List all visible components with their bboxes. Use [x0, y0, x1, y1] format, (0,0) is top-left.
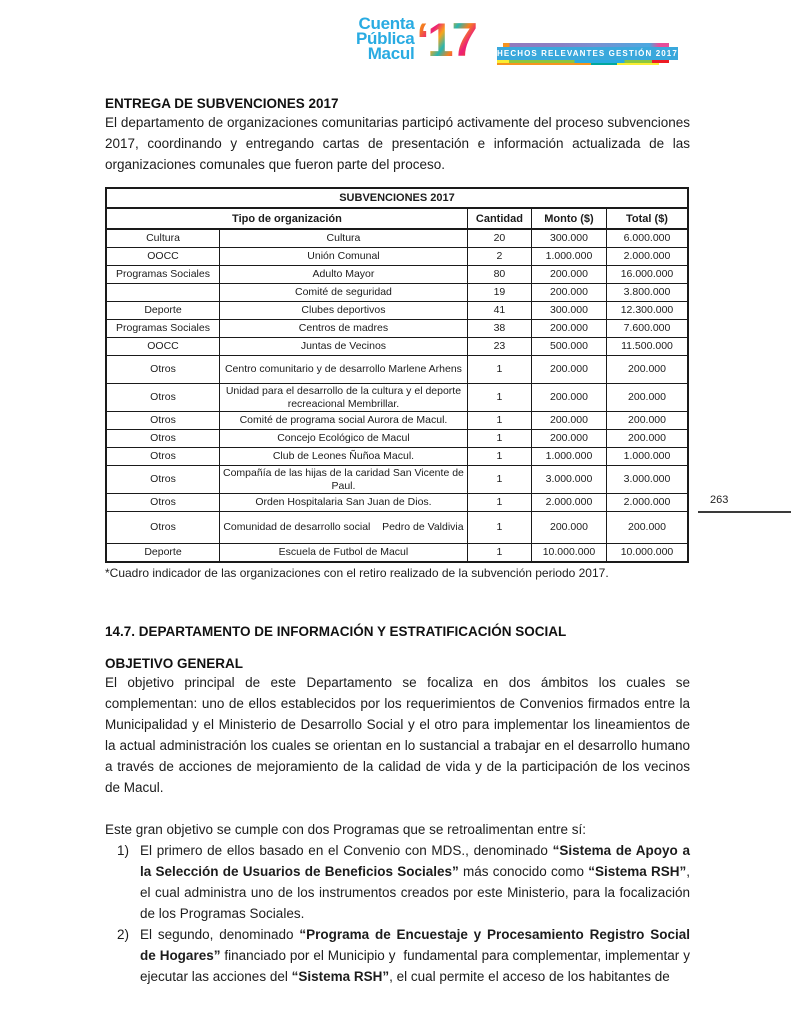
table-cell-monto: 200.000	[531, 266, 606, 284]
table-cell-total: 11.500.000	[607, 338, 689, 356]
table-row	[106, 430, 688, 448]
table-cell-monto: 1.000.000	[531, 248, 606, 266]
logo-year-17: ‘17	[416, 13, 476, 66]
table-cell-org: Centros de madres	[219, 320, 467, 338]
table-cell-monto: 3.000.000	[531, 466, 606, 494]
table-cell-cat: Otros	[106, 448, 219, 466]
table-row	[106, 384, 688, 412]
table-cell-cat: Otros	[106, 412, 219, 430]
list-item-text: El segundo, denominado “Programa de Encuestaje y Procesamiento Registro Social de Hogares” financiado por el Municipio y fundamental para complementar, implementar y ejecutar las acciones del “Sistema RSH”, el cual permite el acceso de los habitantes de	[140, 927, 690, 984]
header-cantidad: Cantidad	[467, 208, 531, 229]
table-cell-total: 10.000.000	[607, 544, 689, 563]
table-cell-cat: OOCC	[106, 338, 219, 356]
table-cell-monto: 300.000	[531, 229, 606, 248]
table-cell-monto: 200.000	[531, 512, 606, 544]
page-content	[105, 88, 690, 987]
table-cell-total: 3.000.000	[607, 466, 689, 494]
table-row	[106, 320, 688, 338]
table-cell-total: 7.600.000	[607, 320, 689, 338]
table-cell-total: 16.000.000	[607, 266, 689, 284]
logo-word-2: Pública	[356, 29, 415, 48]
table-cell-monto: 200.000	[531, 320, 606, 338]
section2-title: 14.7. DEPARTAMENTO DE INFORMACIÓN Y ESTRATIFICACIÓN SOCIAL	[105, 624, 567, 639]
table-cell-cantidad: 80	[467, 266, 531, 284]
table-footnote: *Cuadro indicador de las organizaciones con el retiro realizado de la subvención periodo 2017.	[105, 566, 609, 580]
table-title-row	[106, 188, 688, 208]
banner-text: HECHOS RELEVANTES GESTIÓN 2017	[497, 49, 678, 58]
table-row	[106, 229, 688, 248]
table-cell-cantidad: 1	[467, 466, 531, 494]
table-row	[106, 466, 688, 494]
table-row	[106, 412, 688, 430]
programs-list	[105, 840, 690, 987]
logo-word-3: Macul	[367, 44, 415, 63]
table-title: SUBVENCIONES 2017	[106, 188, 688, 208]
table-cell-cantidad: 1	[467, 356, 531, 384]
table-cell-org: Centro comunitario y de desarrollo Marlene Arhens	[219, 356, 467, 384]
banner-main-bar	[497, 47, 678, 60]
table-cell-cantidad: 1	[467, 430, 531, 448]
cuenta-publica-logo	[356, 13, 476, 66]
table-cell-org: Comité de programa social Aurora de Macul.	[219, 412, 467, 430]
table-cell-total: 200.000	[607, 512, 689, 544]
table-cell-cantidad: 23	[467, 338, 531, 356]
banner-hechos-relevantes	[497, 43, 678, 65]
section1-paragraph: El departamento de organizaciones comunitarias participó activamente del proceso subvenciones 2017, coordinando y entregando cartas de presentación e información actualizada de las organizaciones comunales que fueron parte del proceso.	[105, 115, 690, 172]
table-cell-total: 200.000	[607, 384, 689, 412]
table-cell-cat: Programas Sociales	[106, 320, 219, 338]
table-cell-cantidad: 1	[467, 448, 531, 466]
table-header-row	[106, 208, 688, 229]
table-cell-total: 200.000	[607, 356, 689, 384]
table-cell-cat: Otros	[106, 512, 219, 544]
table-cell-org: Clubes deportivos	[219, 302, 467, 320]
table-cell-org: Comité de seguridad	[219, 284, 467, 302]
table-row	[106, 248, 688, 266]
list-item	[105, 924, 690, 987]
table-cell-cat: Otros	[106, 356, 219, 384]
table-cell-monto: 1.000.000	[531, 448, 606, 466]
page-number: 263	[698, 494, 791, 513]
table-cell-cantidad: 41	[467, 302, 531, 320]
table-cell-org: Club de Leones Ñuñoa Macul.	[219, 448, 467, 466]
table-row	[106, 448, 688, 466]
list-marker: 2)	[117, 927, 130, 942]
banner-bottom-stripe-2	[497, 63, 659, 65]
logo-word-1: Cuenta	[358, 14, 415, 33]
table-row	[106, 338, 688, 356]
logo-wordmark	[356, 16, 414, 61]
table-cell-monto: 200.000	[531, 284, 606, 302]
table-cell-total: 1.000.000	[607, 448, 689, 466]
table-cell-monto: 200.000	[531, 356, 606, 384]
subvenciones-table	[105, 187, 689, 563]
table-row	[106, 284, 688, 302]
table-cell-org: Compañía de las hijas de la caridad San Vicente de Paul.	[219, 466, 467, 494]
subvenciones-table-body	[106, 229, 688, 562]
table-cell-org: Comunidad de desarrollo social Pedro de Valdivia	[219, 512, 467, 544]
header-total: Total ($)	[607, 208, 689, 229]
table-cell-total: 2.000.000	[607, 494, 689, 512]
table-cell-cat: Otros	[106, 430, 219, 448]
table-cell-cat	[106, 284, 219, 302]
table-row	[106, 494, 688, 512]
table-cell-total: 12.300.000	[607, 302, 689, 320]
table-cell-cat: Deporte	[106, 544, 219, 563]
table-cell-total: 3.800.000	[607, 284, 689, 302]
section2-paragraph: El objetivo principal de este Departamento se focaliza en dos ámbitos los cuales se complementan: uno de ellos establecidos por los requerimientos de Convenios firmados entre la Municipalidad y el Ministerio de Desarrollo Social y el otro para implementar los lineamientos de la actual administración los cuales se orientan en lo sustancial a trabajar en el desarrollo humano a través de acciones de mejoramiento de la calidad de vida y de la participación de los vecinos de Macul.	[105, 675, 690, 795]
table-cell-cantidad: 2	[467, 248, 531, 266]
table-row	[106, 356, 688, 384]
table-cell-cantidad: 19	[467, 284, 531, 302]
table-cell-org: Concejo Ecológico de Macul	[219, 430, 467, 448]
table-cell-monto: 10.000.000	[531, 544, 606, 563]
table-cell-org: Orden Hospitalaria San Juan de Dios.	[219, 494, 467, 512]
list-item-text: El primero de ellos basado en el Convenio con MDS., denominado “Sistema de Apoyo a la Selección de Usuarios de Beneficios Sociales” más conocido como “Sistema RSH”, el cual administra uno de los instrumentos creados por este Ministerio, para la focalización de los Programas Sociales.	[140, 843, 690, 921]
table-row	[106, 544, 688, 563]
table-cell-monto: 200.000	[531, 430, 606, 448]
report-header	[0, 0, 791, 88]
header-tipo: Tipo de organización	[106, 208, 467, 229]
table-cell-monto: 2.000.000	[531, 494, 606, 512]
list-item	[105, 840, 690, 924]
table-cell-cat: Otros	[106, 384, 219, 412]
list-marker: 1)	[117, 843, 130, 858]
table-cell-total: 2.000.000	[607, 248, 689, 266]
table-cell-cat: OOCC	[106, 248, 219, 266]
header-monto: Monto ($)	[531, 208, 606, 229]
table-cell-cat: Programas Sociales	[106, 266, 219, 284]
table-cell-cat: Otros	[106, 466, 219, 494]
table-cell-cat: Otros	[106, 494, 219, 512]
programs-intro: Este gran objetivo se cumple con dos Programas que se retroalimentan entre sí:	[105, 822, 587, 837]
table-cell-cantidad: 20	[467, 229, 531, 248]
table-cell-cantidad: 1	[467, 412, 531, 430]
table-row	[106, 302, 688, 320]
section2-subtitle: OBJETIVO GENERAL	[105, 656, 244, 671]
table-cell-monto: 200.000	[531, 384, 606, 412]
table-cell-org: Juntas de Vecinos	[219, 338, 467, 356]
table-cell-cantidad: 1	[467, 494, 531, 512]
table-cell-org: Cultura	[219, 229, 467, 248]
table-cell-monto: 500.000	[531, 338, 606, 356]
table-cell-cantidad: 1	[467, 384, 531, 412]
section1-title: ENTREGA DE SUBVENCIONES 2017	[105, 96, 339, 111]
table-row	[106, 512, 688, 544]
table-cell-cat: Deporte	[106, 302, 219, 320]
table-cell-cantidad: 1	[467, 512, 531, 544]
table-cell-total: 200.000	[607, 412, 689, 430]
table-cell-org: Adulto Mayor	[219, 266, 467, 284]
table-cell-cat: Cultura	[106, 229, 219, 248]
table-cell-cantidad: 38	[467, 320, 531, 338]
table-row	[106, 266, 688, 284]
table-cell-monto: 300.000	[531, 302, 606, 320]
table-cell-org: Escuela de Futbol de Macul	[219, 544, 467, 563]
table-cell-total: 6.000.000	[607, 229, 689, 248]
table-cell-monto: 200.000	[531, 412, 606, 430]
table-cell-org: Unidad para el desarrollo de la cultura y el deporte recreacional Membrillar.	[219, 384, 467, 412]
table-cell-org: Unión Comunal	[219, 248, 467, 266]
table-cell-total: 200.000	[607, 430, 689, 448]
table-cell-cantidad: 1	[467, 544, 531, 563]
